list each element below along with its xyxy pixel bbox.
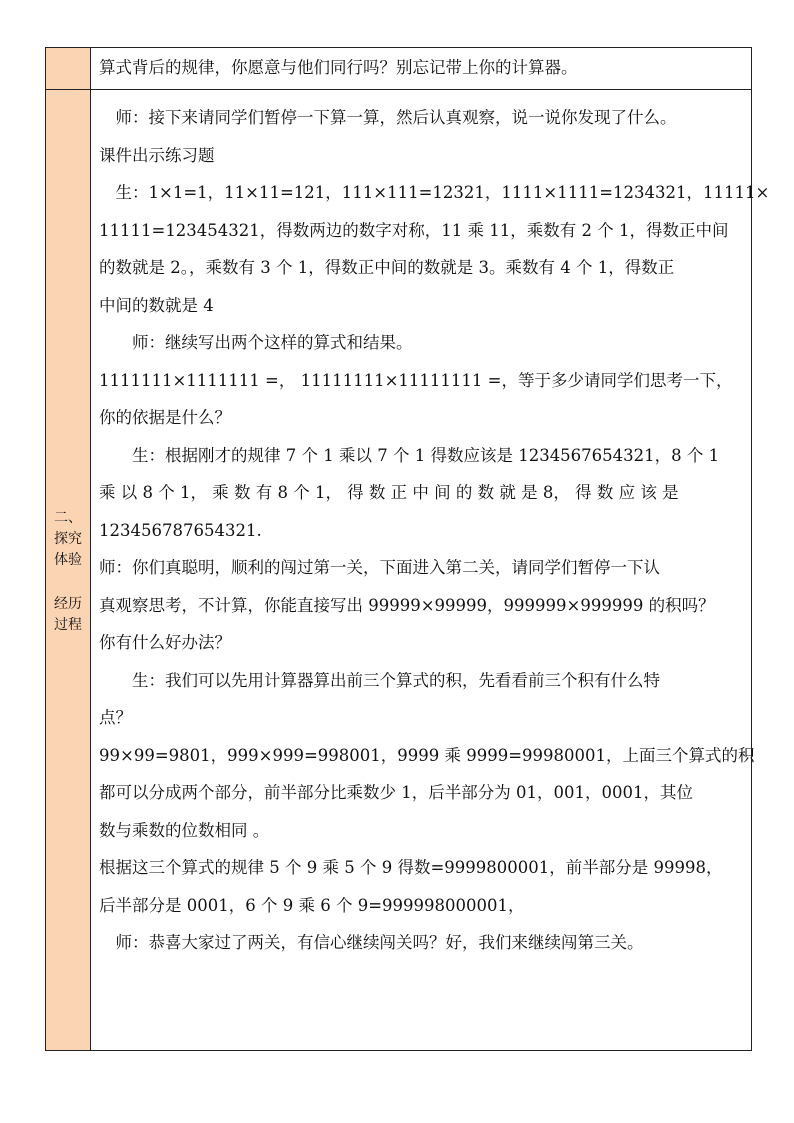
section-label-line: 过程 [54,617,82,633]
section-label-line: 探究 [54,531,82,547]
content-cell-top [91,48,752,90]
text-line: 中间的数就是 4 [99,295,214,315]
text-line: 1111111×1111111 =， 11111111×11111111 =，等于多少请同学们思考一下， [99,370,733,390]
text-line: 你的依据是什么？ [99,408,231,427]
lesson-content [91,90,770,962]
text-line: 课件出示练习题 [99,145,215,165]
text-line: 数与乘数的位数相同 。 [99,820,270,840]
text-line: 123456787654321. [99,520,262,540]
text-line: 生：我们可以先用计算器算出前三个算式的积，先看看前三个积有什么特 [99,670,660,690]
text-line: 真观察思考，不计算，你能直接写出 99999×99999，999999×999999 的积吗？ [99,595,715,615]
text-line: 师：你们真聪明，顺利的闯过第一关，下面进入第二关，请同学们暂停一下认 [99,558,660,577]
text-line: 99×99=9801，999×999=998001，9999 乘 9999=99980001，上面三个算式的积 [99,745,755,765]
paragraph [99,99,770,962]
text-line: 根据这三个算式的规律 5 个 9 乘 5 个 9 得数=9999800001，前半部分是 99998， [99,858,723,877]
table-row [46,48,752,90]
text-line: 生：1×1=1，11×11=121，111×111=12321，1111×1111=1234321，11111× [99,183,770,202]
text-line: 乘 以 8 个 1， 乘 数 有 8 个 1， 得 数 正 中 间 的 数 就 是 8， 得 数 应 该 是 [99,483,679,502]
text-line: 生：根据刚才的规律 7 个 1 乘以 7 个 1 得数应该是 1234567654321，8 个 1 [99,445,720,465]
text-line: 师：恭喜大家过了两关，有信心继续闯关吗？好，我们来继续闯第三关。 [99,933,644,952]
section-label-line: 二、 [54,510,82,526]
section-label [46,90,90,636]
content-cell [91,90,770,1051]
section-label-line: 经历 [54,596,82,612]
text-line: 11111=123454321，得数两边的数字对称，11 乘 11，乘数有 2 个 1，得数正中间 [99,220,729,240]
text-line: 师：继续写出两个这样的算式和结果。 [99,333,413,352]
text-line: 都可以分成两个部分，前半部分比乘数少 1，后半部分为 01，001，0001，其位 [99,783,693,802]
text-line: 点？ [99,708,132,727]
lesson-plan-table [45,47,770,1051]
section-label-line: 体验 [54,552,82,568]
section-label-cell-top [46,48,91,90]
table-row [46,90,752,1051]
section-label-cell [46,90,91,1051]
text-line: 后半部分是 0001，6 个 9 乘 6 个 9=999998000001， [99,895,525,915]
text-line: 的数就是 2。，乘数有 3 个 1，得数正中间的数就是 3。乘数有 4 个 1，得数正 [99,258,675,277]
text-line: 师：接下来请同学们暂停一下算一算，然后认真观察，说一说你发现了什么。 [99,108,677,127]
text-line: 你有什么好办法？ [99,633,231,652]
intro-text: 算式背后的规律，你愿意与他们同行吗？别忘记带上你的计算器。 [99,58,578,77]
